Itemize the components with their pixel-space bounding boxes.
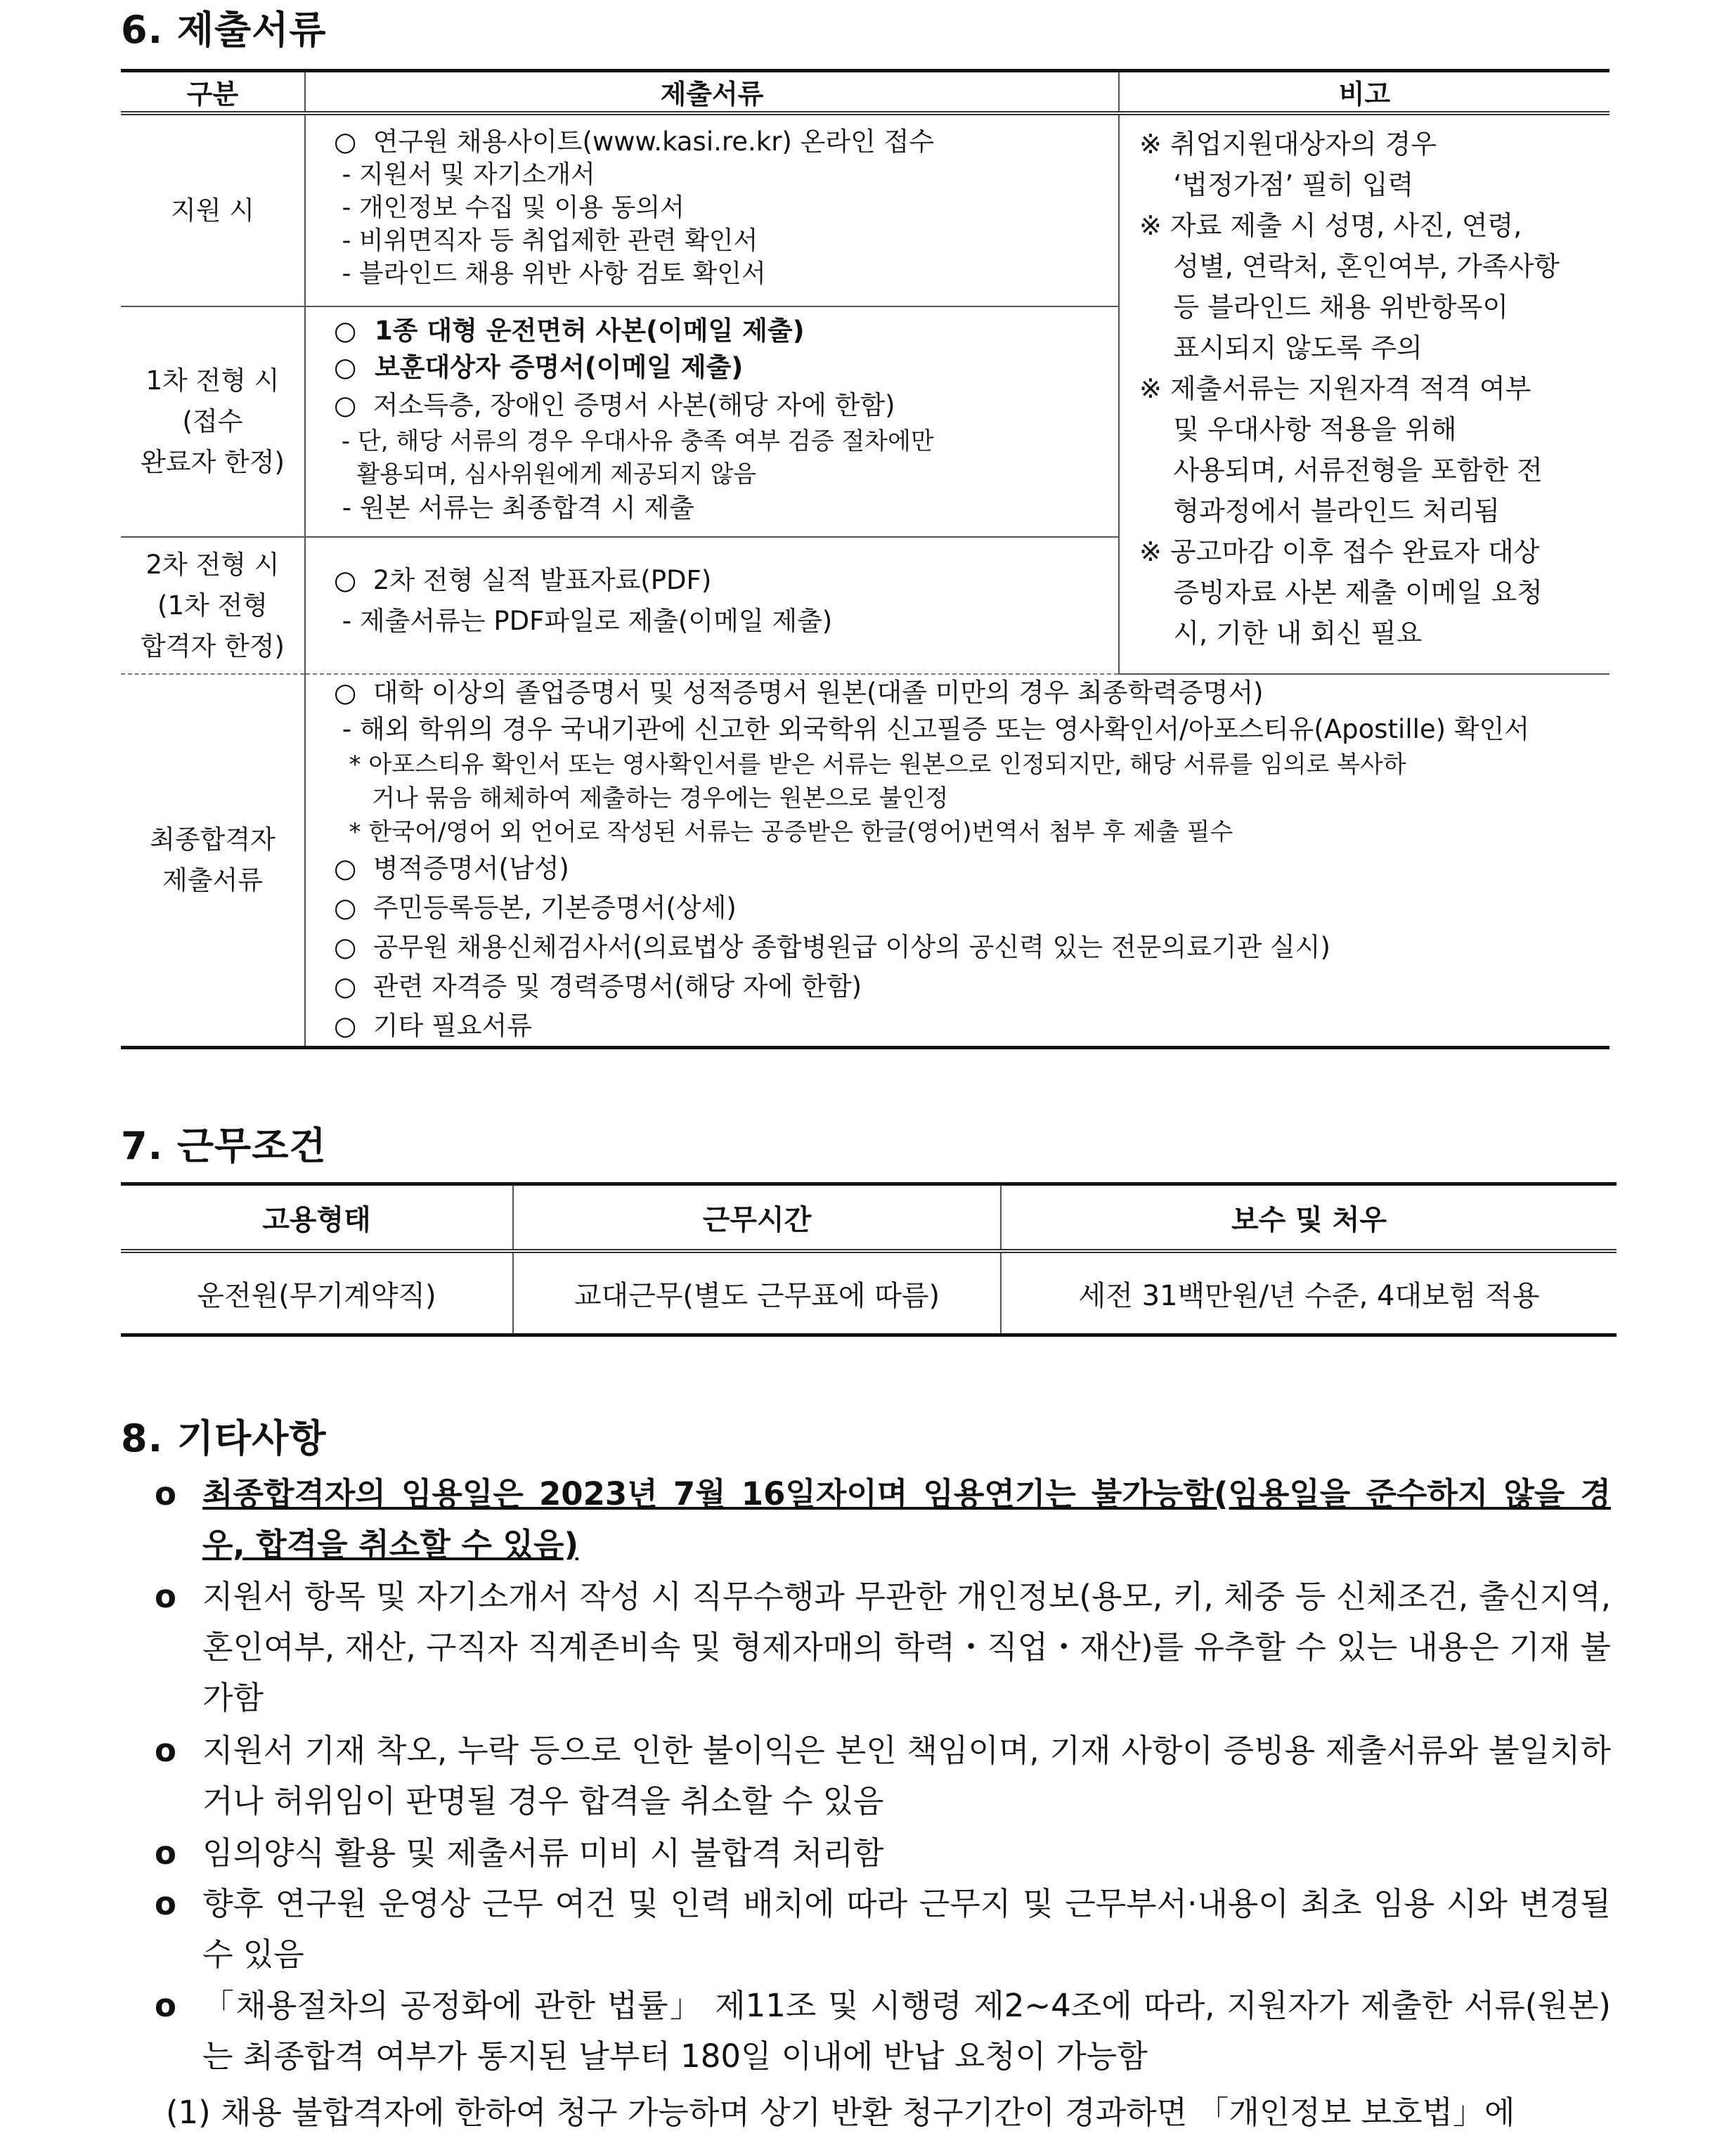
- header-remarks: 비고: [1119, 71, 1609, 114]
- row-docs-second-round: [305, 537, 1119, 674]
- doc-line: ○ 주민등록등본, 기본증명서(상세): [334, 893, 737, 923]
- item-text: 최종합격자의 임용일은 2023년 7월 16일자이며 임용연기는 불가능함(임용일을 준수하지 않을 경우, 합격을 취소할 수 있음): [202, 1475, 1611, 1563]
- header-documents: 제출서류: [305, 71, 1119, 114]
- bullet: o: [155, 1885, 176, 1922]
- list-item: [155, 1572, 1611, 1723]
- bullet: o: [155, 1732, 176, 1769]
- doc-line: - 지원서 및 자기소개서: [334, 160, 595, 189]
- list-item: [155, 1879, 1611, 1980]
- item-text: 「채용절차의 공정화에 관한 법률」 제11조 및 시행령 제2~4조에 따라, 지원자가 제출한 서류(원본)는 최종합격 여부가 통지된 날부터 180일 이내에 반납 요청이 가능함: [202, 1987, 1611, 2075]
- item-text: 임의양식 활용 및 제출서류 미비 시 불합격 처리함: [202, 1834, 884, 1872]
- section-7-title: 7. 근무조건: [121, 1124, 327, 1168]
- pay-value: 세전 31백만원/년 수준, 4대보험 적용: [1001, 1251, 1617, 1335]
- remark-line: 형과정에서 블라인드 처리됨: [1139, 495, 1500, 526]
- list-item: [155, 1981, 1611, 2082]
- doc-line: - 단, 해당 서류의 경우 우대사유 충족 여부 검증 절차에만: [334, 427, 934, 455]
- doc-line: - 해외 학위의 경우 국내기관에 신고한 외국학위 신고필증 또는 영사확인서/아포스티유(Apostille) 확인서: [334, 714, 1530, 744]
- section-8-title: 8. 기타사항: [121, 1416, 327, 1460]
- doc-line: ○ 공무원 채용신체검사서(의료법상 종합병원급 이상의 공신력 있는 전문의료기관 실시): [334, 932, 1330, 962]
- remark-line: ※ 취업지원대상자의 경우: [1139, 129, 1437, 160]
- item-text: 지원서 기재 착오, 누락 등으로 인한 불이익은 본인 책임이며, 기재 사항이 증빙용 제출서류와 불일치하거나 허위임이 판명될 경우 합격을 취소할 수 있음: [202, 1732, 1611, 1820]
- doc-line: 거나 묶음 해체하여 제출하는 경우에는 원본으로 불인정: [334, 784, 949, 812]
- remark-line: 시, 기한 내 회신 필요: [1139, 618, 1423, 649]
- doc-line: ○ 대학 이상의 졸업증명서 및 성적증명서 원본(대졸 미만의 경우 최종학력증명서): [334, 678, 1264, 708]
- header-pay: 보수 및 처우: [1001, 1184, 1617, 1252]
- remark-line: ‘법정가점’ 필히 입력: [1139, 169, 1414, 200]
- list-item: [155, 1725, 1611, 1827]
- doc-line: - 개인정보 수집 및 이용 동의서: [334, 193, 685, 222]
- header-category: 구분: [121, 71, 305, 114]
- doc-line: - 원본 서류는 최종합격 시 제출: [334, 493, 694, 523]
- doc-line: - 비위면직자 등 취업제한 관련 확인서: [334, 226, 758, 255]
- row-label-second-round: 2차 전형 시 (1차 전형 합격자 한정): [121, 537, 305, 674]
- header-employment-type: 고용형태: [121, 1184, 513, 1252]
- remark-line: ※ 자료 제출 시 성명, 사진, 연령,: [1139, 210, 1522, 241]
- doc-line: - 블라인드 채용 위반 사항 검토 확인서: [334, 259, 766, 288]
- bullet: o: [155, 1475, 176, 1512]
- header-work-hours: 근무시간: [513, 1184, 1001, 1252]
- bullet: o: [155, 1578, 176, 1615]
- doc-line: * 한국어/영어 외 언어로 작성된 서류는 공증받은 한글(영어)번역서 첨부 후 제출 필수: [334, 818, 1233, 846]
- bullet: o: [155, 1834, 176, 1872]
- doc-line: ○ 저소득층, 장애인 증명서 사본(해당 자에 한함): [334, 390, 895, 420]
- doc-line: ○ 관련 자격증 및 경력증명서(해당 자에 한함): [334, 971, 862, 1002]
- remark-line: 표시되지 않도록 주의: [1139, 332, 1423, 363]
- row-label-apply: 지원 시: [121, 113, 305, 306]
- documents-table: [121, 69, 1609, 1049]
- remark-line: 성별, 연락처, 혼인여부, 가족사항: [1139, 251, 1560, 282]
- doc-line: ○ 보훈대상자 증명서(이메일 제출): [334, 352, 744, 382]
- remark-line: ※ 공고마감 이후 접수 완료자 대상: [1139, 536, 1540, 567]
- remarks-cell: [1119, 113, 1609, 674]
- row-label-final: 최종합격자 제출서류: [150, 824, 276, 895]
- row-label-first-round: 1차 전형 시 (접수 완료자 한정): [121, 306, 305, 537]
- row-docs-final: [305, 674, 1609, 1048]
- doc-line: 활용되며, 심사위원에게 제공되지 않음: [334, 460, 757, 488]
- doc-line: ○ 2차 전형 실적 발표자료(PDF): [334, 565, 712, 595]
- item-text: 향후 연구원 운영상 근무 여건 및 인력 배치에 따라 근무지 및 근무부서·내용이 최초 임용 시와 변경될 수 있음: [202, 1885, 1611, 1973]
- employment-type-value: 운전원(무기계약직): [197, 1279, 436, 1312]
- section-6-title: 6. 제출서류: [121, 8, 327, 52]
- remark-line: ※ 제출서류는 지원자격 적격 여부: [1139, 373, 1531, 404]
- remark-line: 및 우대사항 적용을 위해: [1139, 414, 1457, 445]
- list-item: [155, 1828, 1611, 1879]
- row-docs-apply: [305, 113, 1119, 306]
- doc-line: * 아포스티유 확인서 또는 영사확인서를 받은 서류는 원본으로 인정되지만, 해당 서류를 임의로 복사하: [334, 751, 1406, 779]
- doc-line: ○ 병적증명서(남성): [334, 853, 569, 883]
- remark-line: 사용되며, 서류전형을 포함한 전: [1139, 455, 1543, 486]
- doc-line: ○ 1종 대형 운전면허 사본(이메일 제출): [334, 316, 805, 346]
- remark-line: 증빙자료 사본 제출 이메일 요청: [1139, 577, 1543, 608]
- work-conditions-table: [121, 1182, 1617, 1337]
- doc-line: ○ 기타 필요서류: [334, 1011, 533, 1041]
- item-text: 지원서 항목 및 자기소개서 작성 시 직무수행과 무관한 개인정보(용모, 키, 체중 등 신체조건, 출신지역, 혼인여부, 재산, 구직자 직계존비속 및 형제자매의 학력・직업・재산)를 유추할 수 있는 내용은 기재 불가함: [202, 1578, 1611, 1716]
- sub-item: (1) 채용 불합격자에 한하여 청구 가능하며 상기 반환 청구기간이 경과하면 「개인정보 보호법」에: [166, 2094, 1515, 2131]
- list-item: [155, 1469, 1611, 1570]
- row-docs-first-round: [305, 306, 1119, 537]
- doc-line: ○ 연구원 채용사이트(www.kasi.re.kr) 온라인 접수: [334, 127, 935, 157]
- work-hours-value: 교대근무(별도 근무표에 따름): [513, 1251, 1001, 1335]
- remark-line: 등 블라인드 채용 위반항목이: [1139, 292, 1509, 323]
- bullet: o: [155, 1987, 176, 2024]
- doc-line: - 제출서류는 PDF파일로 제출(이메일 제출): [334, 606, 833, 636]
